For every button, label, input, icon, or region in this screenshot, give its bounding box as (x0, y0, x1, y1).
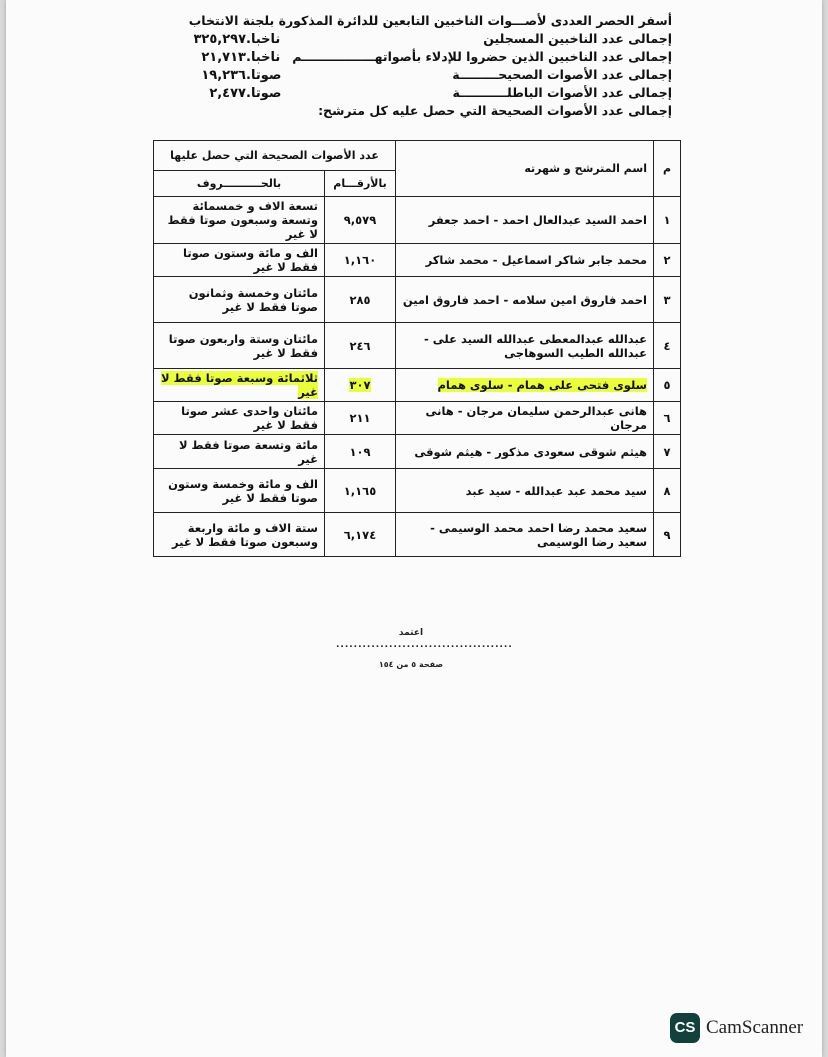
stats-values (176, 31, 326, 103)
table-row: ٣ احمد فاروق امين سلامه - احمد فاروق امين ٢٨٥ مائتان وخمسة وثمانون صوتا فقط لا غير (154, 277, 681, 323)
attending-voters-stat: ناخبا.٢١,٧١٣ (201, 50, 281, 65)
header-index: م (654, 141, 681, 197)
header-name: اسم المترشح و شهرته (396, 141, 654, 197)
votes-words: ثلاثمائة وسبعة صوتا فقط لا غير (154, 369, 325, 402)
invalid-votes-stat: صوتا.٢,٤٧٧ (209, 86, 282, 101)
candidate-name: سيد محمد عبد عبدالله - سيد عبد (396, 469, 654, 513)
candidate-name: عبدالله عبدالمعطى عبدالله السيد على - عبدالله الطيب السوهاجى (396, 323, 654, 369)
header-words: بالحــــــــــروف (154, 171, 325, 197)
camscanner-watermark (670, 1013, 803, 1043)
camscanner-logo-icon: CS (670, 1013, 700, 1043)
header-numbers: بالأرقـــام (325, 171, 396, 197)
votes-number: ٢٤٦ (325, 323, 396, 369)
votes-number: ٩,٥٧٩ (325, 197, 396, 244)
votes-words: مائتان وستة واربعون صوتا فقط لا غير (154, 323, 325, 369)
candidate-name: احمد فاروق امين سلامه - احمد فاروق امين (396, 277, 654, 323)
candidate-name: سلوى فتحى على همام - سلوى همام (396, 369, 654, 402)
candidate-name: احمد السيد عبدالعال احمد - احمد جعفر (396, 197, 654, 244)
document-page (6, 0, 822, 1057)
registered-voters-stat: ناخبا.٣٢٥,٢٩٧ (193, 32, 281, 47)
results-table (153, 140, 681, 557)
table-row: ١ احمد السيد عبدالعال احمد - احمد جعفر ٩,٥٧٩ تسعة الاف و خمسمائة وتسعة وسبعون صوتا فقط لا غير (154, 197, 681, 244)
votes-number: ٦,١٧٤ (325, 513, 396, 557)
page-number: صفحة ٥ من ١٥٤ (378, 660, 444, 669)
candidate-name: هانى عبدالرحمن سليمان مرجان - هانى مرجان (396, 402, 654, 435)
table-row: ٨ سيد محمد عبد عبدالله - سيد عبد ١,١٦٥ الف و مائة وخمسة وستون صوتا فقط لا غير (154, 469, 681, 513)
votes-words: الف و مائة وخمسة وستون صوتا فقط لا غير (154, 469, 325, 513)
votes-words: مائتان وخمسة وثمانون صوتا فقط لا غير (154, 277, 325, 323)
candidate-name: محمد جابر شاكر اسماعيل - محمد شاكر (396, 244, 654, 277)
table-row: ٤ عبدالله عبدالمعطى عبدالله السيد على - عبدالله الطيب السوهاجى ٢٤٦ مائتان وستة واربعون صوتا فقط لا غير (154, 323, 681, 369)
attending-voters-label: إجمالى عدد الناخبين الذين حضروا للإدلاء بأصواتهـــــــــــــــــم (292, 49, 672, 64)
candidate-name: هيثم شوقى سعودى مذكور - هيثم شوقى (396, 435, 654, 469)
registered-voters-label: إجمالى عدد الناخبين المسجلين (483, 31, 672, 46)
votes-words: ستة الاف و مائة واربعة وسبعون صوتا فقط لا غير (154, 513, 325, 557)
votes-words: مائتان واحدى عشر صوتا فقط لا غير (154, 402, 325, 435)
votes-words: الف و مائة وستون صوتا فقط لا غير (154, 244, 325, 277)
per-candidate-label: إجمالى عدد الأصوات الصحيحة التي حصل عليه كل مترشح: (318, 103, 672, 118)
votes-number: ١٠٩ (325, 435, 396, 469)
votes-number: ٢٨٥ (325, 277, 396, 323)
camscanner-text: CamScanner (706, 1017, 804, 1038)
table-row: ٧ هيثم شوقى سعودى مذكور - هيثم شوقى ١٠٩ مائة وتسعة صوتا فقط لا غير (154, 435, 681, 469)
candidate-name: سعيد محمد رضا احمد محمد الوسيمى - سعيد رضا الوسيمى (396, 513, 654, 557)
votes-number: ١,١٦٥ (325, 469, 396, 513)
votes-words: مائة وتسعة صوتا فقط لا غير (154, 435, 325, 469)
invalid-votes-label: إجمالى عدد الأصوات الباطلـــــــــــة (452, 85, 672, 100)
document-title: أسفر الحصر العددى لأصـــوات الناخبين التابعين للدائرة المذكورة بلجنة الانتخاب (188, 13, 672, 28)
table-row: ٩ سعيد محمد رضا احمد محمد الوسيمى - سعيد رضا الوسيمى ٦,١٧٤ ستة الاف و مائة واربعة وسبعون صوتا فقط لا غير (154, 513, 681, 557)
signature-line: ........................................ (336, 640, 513, 650)
table-row-highlighted: ٥ سلوى فتحى على همام - سلوى همام ٣٠٧ ثلاثمائة وسبعة صوتا فقط لا غير (154, 369, 681, 402)
signature-block (336, 628, 513, 669)
votes-number: ١,١٦٠ (325, 244, 396, 277)
header-votes: عدد الأصوات الصحيحة التي حصل عليها (154, 141, 396, 171)
votes-number: ٢١١ (325, 402, 396, 435)
signature-label: اعتمد (398, 628, 424, 638)
valid-votes-stat: صوتا.١٩,٢٣٦ (201, 68, 282, 83)
table-row: ٦ هانى عبدالرحمن سليمان مرجان - هانى مرجان ٢١١ مائتان واحدى عشر صوتا فقط لا غير (154, 402, 681, 435)
votes-words: تسعة الاف و خمسمائة وتسعة وسبعون صوتا فقط لا غير (154, 197, 325, 244)
table-row: ٢ محمد جابر شاكر اسماعيل - محمد شاكر ١,١٦٠ الف و مائة وستون صوتا فقط لا غير (154, 244, 681, 277)
votes-number: ٣٠٧ (325, 369, 396, 402)
valid-votes-label: إجمالى عدد الأصوات الصحيحـــــــــة (452, 67, 672, 82)
